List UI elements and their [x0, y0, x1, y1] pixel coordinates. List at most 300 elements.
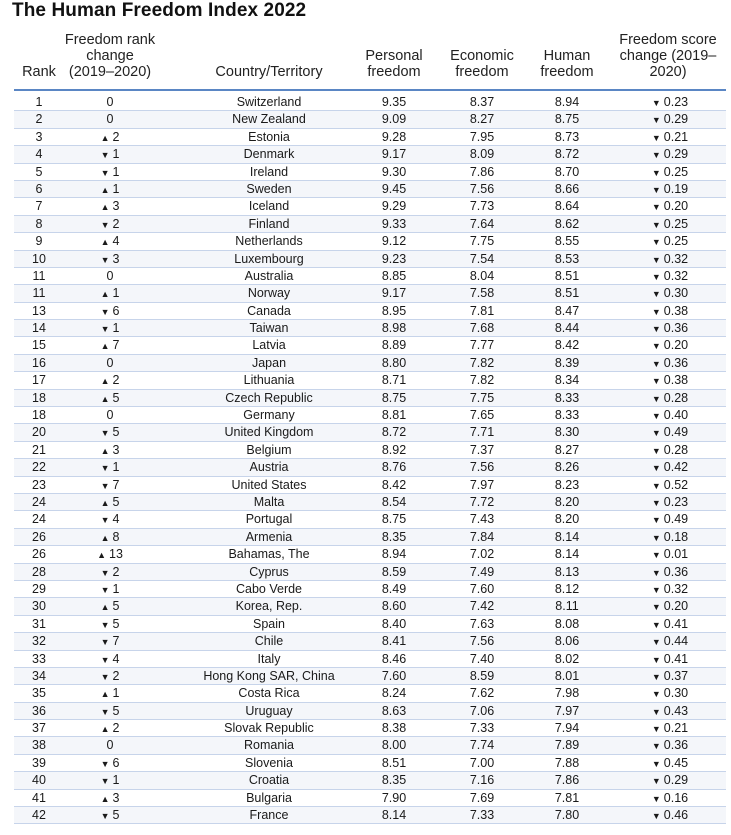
score-change-cell-value: 0.20: [663, 599, 689, 614]
rank-change-cell: [76, 616, 144, 634]
economic-freedom-cell: [442, 407, 522, 424]
rank-cell-value: 17: [32, 373, 46, 388]
down-arrow-icon: ▼: [651, 793, 661, 804]
rank-cell-value: 16: [32, 355, 46, 370]
country-cell: [154, 529, 384, 546]
table-row: [14, 251, 726, 268]
score-change-cell-value: 0.21: [663, 721, 689, 736]
personal-freedom-cell-value: 8.14: [381, 808, 407, 823]
score-change-cell: [614, 372, 726, 390]
score-change-cell-value: 0.28: [663, 390, 689, 405]
country-cell: [154, 633, 384, 650]
personal-freedom-cell: [359, 424, 429, 441]
up-arrow-icon: ▲: [100, 132, 110, 143]
rank-change-cell-value: 6: [112, 303, 120, 318]
country-cell: [154, 407, 384, 424]
economic-freedom-cell-value: 8.27: [469, 112, 495, 127]
economic-freedom-cell-value: 7.69: [469, 790, 495, 805]
country-cell-value: Austria: [249, 460, 289, 475]
down-arrow-icon: ▼: [651, 758, 661, 769]
human-freedom-cell-value: 8.53: [554, 251, 580, 266]
rank-change-cell-value: 1: [112, 686, 120, 701]
rank-cell-value: 11: [32, 286, 46, 301]
rank-change-cell: [76, 772, 144, 790]
rank-change-cell: [76, 651, 144, 669]
economic-freedom-cell: [442, 703, 522, 720]
economic-freedom-cell: [442, 111, 522, 128]
personal-freedom-cell-value: 8.85: [381, 268, 407, 283]
human-freedom-cell-value: 8.34: [554, 373, 580, 388]
human-freedom-cell: [532, 737, 602, 754]
human-freedom-cell: [532, 164, 602, 181]
country-cell: [154, 737, 384, 754]
down-arrow-icon: ▼: [651, 671, 661, 682]
rank-change-cell: [76, 268, 144, 285]
economic-freedom-cell: [442, 651, 522, 668]
table-row: [14, 181, 726, 198]
rank-change-cell-value: 2: [112, 721, 120, 736]
score-change-cell: [614, 268, 726, 286]
rank-change-cell: [76, 94, 144, 111]
human-freedom-cell-value: 7.98: [554, 686, 580, 701]
rank-cell: [14, 651, 64, 668]
human-freedom-cell-value: 7.97: [554, 703, 580, 718]
rank-cell: [14, 251, 64, 268]
score-change-cell: [614, 164, 726, 182]
header-rule: [14, 89, 726, 91]
personal-freedom-cell: [359, 251, 429, 268]
country-cell: [154, 546, 384, 563]
personal-freedom-cell: [359, 685, 429, 702]
rank-cell: [14, 146, 64, 163]
personal-freedom-cell: [359, 337, 429, 354]
economic-freedom-cell: [442, 494, 522, 511]
country-cell: [154, 564, 384, 581]
country-cell: [154, 216, 384, 233]
personal-freedom-cell: [359, 720, 429, 737]
economic-freedom-cell-value: 7.74: [469, 738, 495, 753]
rank-change-cell: [76, 355, 144, 372]
rank-change-cell-value: 1: [112, 181, 120, 196]
economic-freedom-cell: [442, 807, 522, 824]
down-arrow-icon: ▼: [651, 584, 661, 595]
down-arrow-icon: ▼: [651, 98, 661, 108]
personal-freedom-cell: [359, 651, 429, 668]
rank-cell-value: 26: [32, 547, 46, 562]
score-change-cell: [614, 529, 726, 547]
human-freedom-cell-value: 8.44: [554, 321, 580, 336]
header-score-change: Freedom score change (2019–2020): [619, 32, 717, 80]
up-arrow-icon: ▲: [100, 497, 110, 508]
country-cell-value: Cyprus: [249, 564, 289, 579]
score-change-cell-value: 0.16: [663, 790, 689, 805]
rank-cell: [14, 164, 64, 181]
score-change-cell: [614, 807, 726, 825]
down-arrow-icon: ▼: [651, 324, 661, 335]
human-freedom-cell: [532, 616, 602, 633]
human-freedom-cell: [532, 320, 602, 337]
economic-freedom-cell-value: 7.40: [469, 651, 495, 666]
human-freedom-cell-value: 8.01: [554, 668, 580, 683]
personal-freedom-cell-value: 8.41: [381, 634, 407, 649]
personal-freedom-cell: [359, 233, 429, 250]
rank-change-cell: [76, 233, 144, 251]
economic-freedom-cell-value: 7.86: [469, 164, 495, 179]
personal-freedom-cell-value: 8.35: [381, 773, 407, 788]
personal-freedom-cell-value: 9.45: [381, 181, 407, 196]
country-cell: [154, 703, 384, 720]
human-freedom-cell: [532, 494, 602, 511]
table-row: [14, 129, 726, 146]
economic-freedom-cell-value: 7.37: [469, 442, 495, 457]
table-row: [14, 685, 726, 702]
rank-cell: [14, 407, 64, 424]
rank-change-cell-value: 2: [112, 129, 120, 144]
table-row: [14, 755, 726, 772]
country-cell: [154, 494, 384, 511]
country-cell: [154, 772, 384, 789]
score-change-cell: [614, 668, 726, 686]
human-freedom-cell: [532, 477, 602, 494]
score-change-cell-value: 0.52: [663, 477, 689, 492]
human-freedom-cell: [532, 685, 602, 702]
down-arrow-icon: ▼: [651, 150, 661, 161]
score-change-cell: [614, 755, 726, 773]
down-arrow-icon: ▼: [100, 811, 110, 822]
up-arrow-icon: ▲: [100, 602, 110, 613]
rank-change-cell-value: 0: [106, 268, 114, 283]
economic-freedom-cell-value: 7.62: [469, 686, 495, 701]
up-arrow-icon: ▲: [100, 724, 110, 735]
rank-cell: [14, 720, 64, 737]
economic-freedom-cell-value: 7.65: [469, 408, 495, 423]
rank-change-cell-value: 1: [112, 164, 120, 179]
country-cell-value: Slovak Republic: [224, 721, 314, 736]
rank-cell: [14, 233, 64, 250]
rank-cell-value: 18: [32, 390, 46, 405]
down-arrow-icon: ▼: [100, 637, 110, 648]
country-cell: [154, 790, 384, 807]
country-cell: [154, 685, 384, 702]
up-arrow-icon: ▲: [100, 793, 110, 804]
country-cell: [154, 581, 384, 598]
down-arrow-icon: ▼: [651, 376, 661, 387]
personal-freedom-cell: [359, 372, 429, 389]
rank-cell: [14, 268, 64, 285]
human-freedom-cell-value: 8.42: [554, 338, 580, 353]
table-row: [14, 477, 726, 494]
rank-cell-value: 9: [35, 234, 43, 249]
human-freedom-cell: [532, 581, 602, 598]
rank-cell-value: 32: [32, 634, 46, 649]
human-freedom-cell: [532, 268, 602, 285]
rank-cell-value: 6: [35, 181, 43, 196]
personal-freedom-cell-value: 8.80: [381, 355, 407, 370]
rank-cell-value: 4: [35, 147, 43, 162]
economic-freedom-cell-value: 7.58: [469, 286, 495, 301]
rank-cell-value: 18: [32, 408, 46, 423]
personal-freedom-cell-value: 8.63: [381, 703, 407, 718]
rank-change-cell: [76, 546, 144, 564]
personal-freedom-cell: [359, 407, 429, 424]
economic-freedom-cell: [442, 477, 522, 494]
score-change-cell: [614, 616, 726, 634]
economic-freedom-cell: [442, 564, 522, 581]
rank-change-cell: [76, 303, 144, 321]
rank-change-cell: [76, 685, 144, 703]
score-change-cell: [614, 459, 726, 477]
country-cell-value: Japan: [251, 355, 287, 370]
country-cell: [154, 459, 384, 476]
down-arrow-icon: ▼: [651, 776, 661, 787]
rank-change-cell: [76, 737, 144, 754]
rank-change-cell-value: 5: [112, 599, 120, 614]
down-arrow-icon: ▼: [651, 306, 661, 317]
rank-cell: [14, 581, 64, 598]
country-cell-value: Switzerland: [236, 95, 302, 109]
personal-freedom-cell-value: 8.95: [381, 303, 407, 318]
rank-change-cell-value: 3: [112, 199, 120, 214]
down-arrow-icon: ▼: [100, 167, 110, 178]
score-change-cell-value: 0.36: [663, 738, 689, 753]
economic-freedom-cell: [442, 685, 522, 702]
human-freedom-cell-value: 8.27: [554, 442, 580, 457]
country-cell-value: Czech Republic: [225, 390, 313, 405]
personal-freedom-cell-value: 8.94: [381, 547, 407, 562]
rank-change-cell-value: 13: [109, 547, 123, 562]
table-row: [14, 111, 726, 128]
down-arrow-icon: ▼: [651, 132, 661, 143]
personal-freedom-cell-value: 8.42: [381, 477, 407, 492]
table-row: [14, 390, 726, 407]
rank-change-cell: [76, 807, 144, 825]
economic-freedom-cell: [442, 129, 522, 146]
human-freedom-cell-value: 8.73: [554, 129, 580, 144]
down-arrow-icon: ▼: [651, 428, 661, 439]
rank-cell-value: 42: [32, 808, 46, 823]
economic-freedom-cell-value: 7.64: [469, 216, 495, 231]
personal-freedom-cell: [359, 511, 429, 528]
down-arrow-icon: ▼: [100, 515, 110, 526]
economic-freedom-cell: [442, 337, 522, 354]
score-change-cell-value: 0.29: [663, 147, 689, 162]
personal-freedom-cell-value: 8.71: [381, 373, 407, 388]
human-freedom-cell-value: 7.88: [554, 755, 580, 770]
economic-freedom-cell-value: 7.84: [469, 529, 495, 544]
down-arrow-icon: ▼: [651, 724, 661, 735]
rank-cell: [14, 564, 64, 581]
rank-change-cell: [76, 529, 144, 547]
personal-freedom-cell: [359, 442, 429, 459]
country-cell-value: Hong Kong SAR, China: [203, 668, 335, 683]
score-change-cell: [614, 198, 726, 216]
score-change-cell-value: 0.42: [663, 460, 689, 475]
country-cell-value: Canada: [247, 303, 291, 318]
economic-freedom-cell: [442, 268, 522, 285]
personal-freedom-cell: [359, 146, 429, 163]
table-row: [14, 511, 726, 528]
human-freedom-cell-value: 8.66: [554, 181, 580, 196]
human-freedom-cell: [532, 442, 602, 459]
rank-change-cell-value: 1: [112, 147, 120, 162]
score-change-cell: [614, 442, 726, 460]
personal-freedom-cell: [359, 529, 429, 546]
country-cell-value: Romania: [243, 738, 295, 753]
personal-freedom-cell: [359, 772, 429, 789]
rank-cell-value: 15: [32, 338, 46, 353]
rank-cell: [14, 216, 64, 233]
score-change-cell-value: 0.40: [663, 408, 689, 423]
down-arrow-icon: ▼: [100, 324, 110, 335]
score-change-cell: [614, 685, 726, 703]
personal-freedom-cell-value: 9.17: [381, 147, 407, 162]
rank-cell-value: 5: [35, 164, 43, 179]
personal-freedom-cell: [359, 216, 429, 233]
personal-freedom-cell: [359, 546, 429, 563]
personal-freedom-cell-value: 7.90: [381, 790, 407, 805]
personal-freedom-cell-value: 8.51: [381, 755, 407, 770]
economic-freedom-cell: [442, 790, 522, 807]
country-cell: [154, 337, 384, 354]
down-arrow-icon: ▼: [100, 219, 110, 230]
country-cell-value: Uruguay: [245, 703, 293, 718]
economic-freedom-cell: [442, 251, 522, 268]
economic-freedom-cell-value: 8.09: [469, 147, 495, 162]
rank-cell-value: 33: [32, 651, 46, 666]
economic-freedom-cell-value: 7.68: [469, 321, 495, 336]
economic-freedom-cell-value: 7.81: [469, 303, 495, 318]
rank-change-cell-value: 5: [112, 390, 120, 405]
down-arrow-icon: ▼: [651, 115, 661, 126]
score-change-cell-value: 0.30: [663, 686, 689, 701]
economic-freedom-cell-value: 7.56: [469, 460, 495, 475]
economic-freedom-cell-value: 7.06: [469, 703, 495, 718]
down-arrow-icon: ▼: [651, 637, 661, 648]
economic-freedom-cell: [442, 668, 522, 685]
header-rank-change: Freedom rank change (2019–2020): [64, 32, 156, 80]
down-arrow-icon: ▼: [100, 706, 110, 717]
country-cell-value: Portugal: [245, 512, 293, 527]
score-change-cell-value: 0.25: [663, 164, 689, 179]
rank-cell-value: 26: [32, 529, 46, 544]
score-change-cell-value: 0.38: [663, 373, 689, 388]
economic-freedom-cell: [442, 598, 522, 615]
economic-freedom-cell-value: 7.42: [469, 599, 495, 614]
rank-cell: [14, 442, 64, 459]
down-arrow-icon: ▼: [100, 306, 110, 317]
personal-freedom-cell: [359, 285, 429, 302]
rank-change-cell-value: 0: [106, 408, 114, 423]
human-freedom-cell: [532, 146, 602, 163]
economic-freedom-cell-value: 7.82: [469, 373, 495, 388]
economic-freedom-cell: [442, 720, 522, 737]
score-change-cell-value: 0.41: [663, 651, 689, 666]
human-freedom-cell: [532, 407, 602, 424]
rank-change-cell-value: 3: [112, 442, 120, 457]
rank-change-cell-value: 1: [112, 460, 120, 475]
human-freedom-cell-value: 8.51: [554, 268, 580, 283]
personal-freedom-cell: [359, 668, 429, 685]
country-cell: [154, 755, 384, 772]
rank-cell: [14, 668, 64, 685]
down-arrow-icon: ▼: [100, 584, 110, 595]
rank-cell: [14, 598, 64, 615]
rank-cell: [14, 546, 64, 563]
personal-freedom-cell: [359, 633, 429, 650]
personal-freedom-cell: [359, 303, 429, 320]
table-row: [14, 303, 726, 320]
down-arrow-icon: ▼: [651, 602, 661, 613]
personal-freedom-cell: [359, 477, 429, 494]
table-row: [14, 424, 726, 441]
human-freedom-cell-value: 8.62: [554, 216, 580, 231]
human-freedom-cell: [532, 651, 602, 668]
country-cell-value: Costa Rica: [238, 686, 300, 701]
table-row: [14, 703, 726, 720]
rank-change-cell-value: 1: [112, 286, 120, 301]
rank-cell: [14, 320, 64, 337]
human-freedom-cell-value: 8.30: [554, 425, 580, 440]
score-change-cell: [614, 320, 726, 338]
rank-change-cell: [76, 181, 144, 199]
economic-freedom-cell: [442, 755, 522, 772]
economic-freedom-cell: [442, 216, 522, 233]
economic-freedom-cell: [442, 146, 522, 163]
human-freedom-cell: [532, 372, 602, 389]
down-arrow-icon: ▼: [651, 289, 661, 300]
country-cell-value: Luxembourg: [234, 251, 304, 266]
human-freedom-cell-value: 8.64: [554, 199, 580, 214]
rank-cell-value: 20: [32, 425, 46, 440]
human-freedom-cell: [532, 355, 602, 372]
up-arrow-icon: ▲: [100, 445, 110, 456]
human-freedom-cell-value: 8.33: [554, 408, 580, 423]
economic-freedom-cell-value: 7.60: [469, 581, 495, 596]
personal-freedom-cell-value: 9.29: [381, 199, 407, 214]
country-cell-value: Netherlands: [235, 234, 303, 249]
rank-change-cell: [76, 581, 144, 599]
score-change-cell-value: 0.44: [663, 634, 689, 649]
table-row: [14, 494, 726, 511]
rank-change-cell: [76, 372, 144, 390]
rank-cell: [14, 337, 64, 354]
rank-cell-value: 37: [32, 721, 46, 736]
rank-change-cell-value: 0: [106, 738, 114, 753]
economic-freedom-cell: [442, 164, 522, 181]
country-cell-value: Australia: [244, 268, 294, 283]
score-change-cell: [614, 737, 726, 755]
country-cell-value: France: [249, 808, 289, 823]
table-row: [14, 581, 726, 598]
personal-freedom-cell: [359, 459, 429, 476]
human-freedom-cell: [532, 511, 602, 528]
personal-freedom-cell-value: 9.09: [381, 112, 407, 127]
human-freedom-cell-value: 8.75: [554, 112, 580, 127]
score-change-cell-value: 0.32: [663, 251, 689, 266]
up-arrow-icon: ▲: [100, 376, 110, 387]
personal-freedom-cell: [359, 616, 429, 633]
economic-freedom-cell: [442, 737, 522, 754]
economic-freedom-cell-value: 7.56: [469, 181, 495, 196]
rank-change-cell-value: 2: [112, 373, 120, 388]
rank-cell-value: 31: [32, 616, 46, 631]
rank-change-cell: [76, 129, 144, 147]
personal-freedom-cell: [359, 268, 429, 285]
economic-freedom-cell: [442, 285, 522, 302]
rank-cell-value: 23: [32, 477, 46, 492]
personal-freedom-cell-value: 8.24: [381, 686, 407, 701]
human-freedom-cell: [532, 198, 602, 215]
